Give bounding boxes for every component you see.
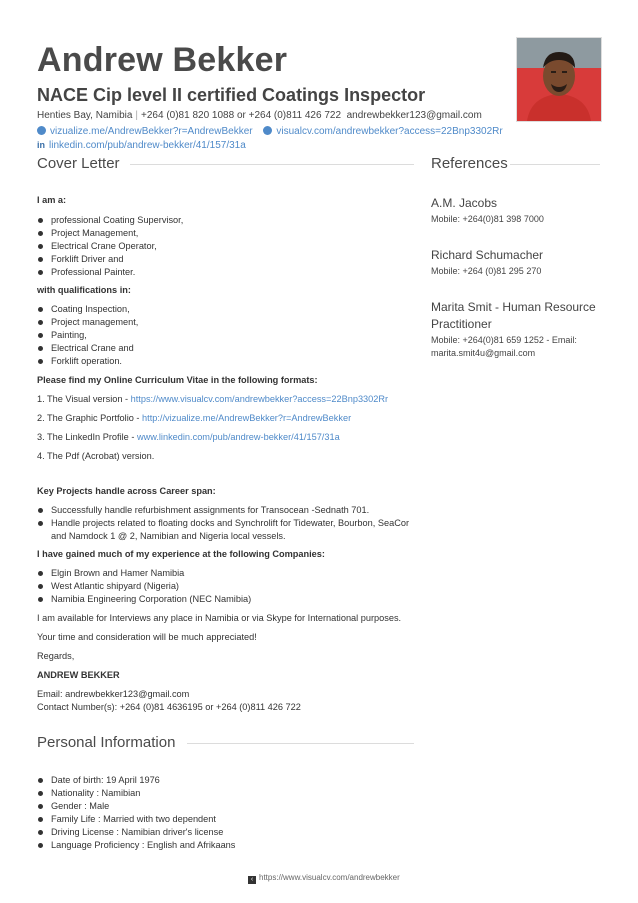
- linkedin-icon: in: [37, 140, 45, 150]
- divider: [510, 164, 600, 165]
- email: andrewbekker123@gmail.com: [346, 110, 482, 121]
- reference-name: Richard Schumacher: [431, 248, 544, 262]
- reference-item: [431, 299, 601, 360]
- list-item: Professional Painter.: [37, 266, 417, 279]
- signature-name: ANDREW BEKKER: [37, 670, 120, 680]
- companies-label: I have gained much of my experience at the following Companies:: [37, 549, 325, 559]
- globe-icon: [37, 126, 46, 135]
- reference-item: [431, 247, 601, 278]
- reference-name: Marita Smit - Human Resource Practitioner: [431, 300, 596, 331]
- linkedin-url-link[interactable]: www.linkedin.com/pub/andrew-bekker/41/157/31a: [136, 432, 340, 442]
- list-item: Forklift Driver and: [37, 253, 417, 266]
- reference-name: A.M. Jacobs: [431, 196, 498, 210]
- reference-item: [431, 195, 601, 226]
- list-item: Handle projects related to floating docks and Synchrolift for Tidewater, Bourbon, SeaCor and Namdock 1 @ 2, Namibian and Nigeria local vessels.: [37, 517, 417, 543]
- candidate-name: Andrew Bekker: [37, 41, 288, 79]
- reference-contact: Mobile: +264(0)81 398 7000: [431, 214, 544, 224]
- list-item: Nationality : Namibian: [37, 787, 417, 800]
- list-item: West Atlantic shipyard (Nigeria): [37, 580, 417, 593]
- visualcv-url-link[interactable]: https://www.visualcv.com/andrewbekker?access=22Bnp3302Rr: [130, 394, 389, 404]
- list-item: Coating Inspection,: [37, 303, 417, 316]
- cover-letter-body: [37, 194, 417, 714]
- list-item: Family Life : Married with two dependent: [37, 813, 417, 826]
- personal-info-heading: Personal Information: [37, 734, 176, 751]
- list-item: Namibia Engineering Corporation (NEC Namibia): [37, 593, 417, 606]
- format-visual: 1. The Visual version - https://www.visualcv.com/andrewbekker?access=22Bnp3302Rr: [37, 394, 389, 404]
- email-line: Email: andrewbekker123@gmail.com: [37, 689, 190, 699]
- regards-text: Regards,: [37, 651, 75, 661]
- list-item: Project Management,: [37, 227, 417, 240]
- i-am-label: I am a:: [37, 195, 67, 205]
- format-pdf: 4. The Pdf (Acrobat) version.: [37, 451, 155, 461]
- visualcv-link[interactable]: visualcv.com/andrewbekker?access=22Bnp3302Rr: [276, 126, 503, 137]
- qualifications-label: with qualifications in:: [37, 285, 131, 295]
- list-item: Electrical Crane Operator,: [37, 240, 417, 253]
- candidate-headline: NACE Cip level II certified Coatings Inspector: [37, 85, 426, 105]
- divider: [187, 743, 414, 744]
- globe-icon: [263, 126, 272, 135]
- list-item: professional Coating Supervisor,: [37, 214, 417, 227]
- format-linkedin: 3. The LinkedIn Profile - www.linkedin.com/pub/andrew-bekker/41/157/31a: [37, 432, 340, 442]
- web-links: [37, 125, 503, 138]
- cover-letter-heading: Cover Letter: [37, 155, 120, 172]
- availability-text: I am available for Interviews any place in Namibia or via Skype for International purposes.: [37, 613, 402, 623]
- list-item: Successfully handle refurbishment assignments for Transocean -Sednath 701.: [37, 504, 417, 517]
- list-item: Painting,: [37, 329, 417, 342]
- contact-line: Henties Bay, Namibia | +264 (0)81 820 1088 or +264 (0)811 426 722 andrewbekker123@gmail.com: [37, 110, 482, 121]
- linkedin-link[interactable]: linkedin.com/pub/andrew-bekker/41/157/31a: [49, 140, 246, 151]
- divider: [130, 164, 414, 165]
- list-item: Driving License : Namibian driver's license: [37, 826, 417, 839]
- reference-contact: Mobile: +264 (0)81 295 270: [431, 266, 542, 276]
- list-item: Gender : Male: [37, 800, 417, 813]
- list-item: Forklift operation.: [37, 355, 417, 368]
- vizualize-link[interactable]: vizualize.me/AndrewBekker?r=AndrewBekker: [50, 126, 253, 137]
- formats-label: Please find my Online Curriculum Vitae in the following formats:: [37, 375, 318, 385]
- location: Henties Bay, Namibia: [37, 110, 133, 121]
- list-item: Date of birth: 19 April 1976: [37, 774, 417, 787]
- format-graphic: 2. The Graphic Portfolio - http://vizualize.me/AndrewBekker?r=AndrewBekker: [37, 413, 352, 423]
- phone: +264 (0)81 820 1088 or +264 (0)811 426 722: [141, 110, 342, 121]
- list-item: Elgin Brown and Hamer Namibia: [37, 567, 417, 580]
- projects-label: Key Projects handle across Career span:: [37, 486, 216, 496]
- thanks-text: Your time and consideration will be much appreciated!: [37, 632, 257, 642]
- footer-url-link[interactable]: https://www.visualcv.com/andrewbekker: [259, 873, 400, 882]
- references-heading: References: [431, 155, 508, 172]
- profile-photo: [516, 37, 602, 122]
- contact-number-line: Contact Number(s): +264 (0)81 4636195 or +264 (0)811 426 722: [37, 702, 301, 712]
- vizualize-url-link[interactable]: http://vizualize.me/AndrewBekker?r=AndrewBekker: [142, 413, 352, 423]
- reference-contact: Mobile: +264(0)81 659 1252 - Email: marita.smit4u@gmail.com: [431, 335, 577, 358]
- linkedin-row: [37, 139, 246, 152]
- list-item: Project management,: [37, 316, 417, 329]
- visualcv-icon: ‹: [248, 876, 256, 884]
- personal-info-list: [37, 774, 417, 852]
- list-item: Language Proficiency : English and Afrikaans: [37, 839, 417, 852]
- footer: [248, 873, 400, 884]
- list-item: Electrical Crane and: [37, 342, 417, 355]
